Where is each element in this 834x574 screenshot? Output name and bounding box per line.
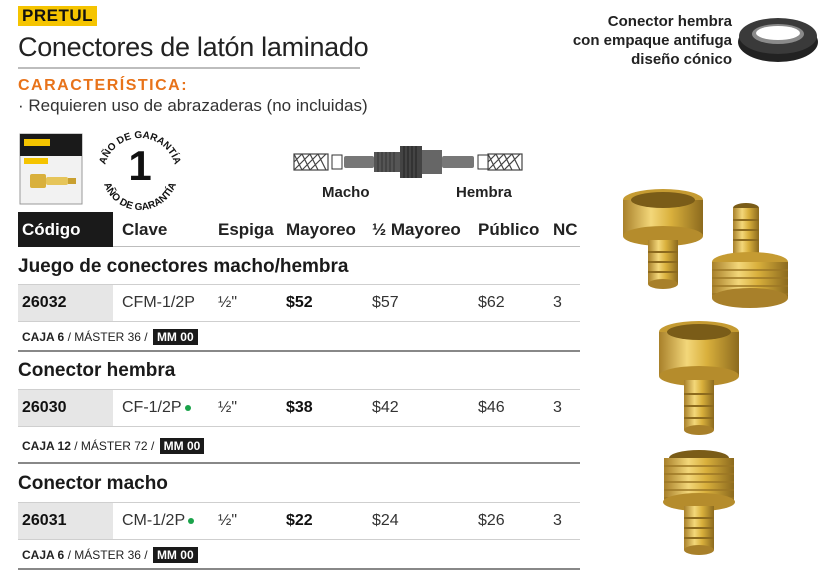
row-nc: 3 xyxy=(553,512,562,529)
pack-caja: CAJA 6 xyxy=(22,330,65,344)
row-code: 26032 xyxy=(18,285,113,321)
section-title: Conector macho xyxy=(18,473,168,494)
pack-master: / MÁSTER 36 / xyxy=(64,548,151,562)
characteristic-bullet: · Requieren uso de abrazaderas (no incluidas) xyxy=(18,96,368,115)
row-clave: CFM-1/2P xyxy=(122,294,195,311)
package-image xyxy=(18,130,86,208)
section-title: Juego de conectores macho/hembra xyxy=(18,256,349,277)
pack-mm: MM 00 xyxy=(153,329,198,345)
table-row xyxy=(18,284,580,322)
pack-caja: CAJA 12 xyxy=(22,439,71,453)
new-indicator-dot xyxy=(188,518,194,524)
table-header xyxy=(18,212,580,247)
row-nc: 3 xyxy=(553,294,562,311)
row-nc: 3 xyxy=(553,399,562,416)
row-espiga: ½" xyxy=(218,294,238,311)
warranty-number: 1 xyxy=(128,142,152,189)
male-connector-image-2 xyxy=(654,446,744,558)
row-medio-mayoreo: $24 xyxy=(372,512,399,529)
diagram-macho-label: Macho xyxy=(322,184,370,201)
pack-mm: MM 00 xyxy=(160,438,205,454)
title-divider xyxy=(18,67,360,69)
header-medio-mayoreo: ½ Mayoreo xyxy=(372,220,461,239)
row-publico: $26 xyxy=(478,512,505,529)
row-code: 26031 xyxy=(18,503,113,539)
header-clave: Clave xyxy=(122,220,168,239)
row-medio-mayoreo: $42 xyxy=(372,399,399,416)
row-espiga: ½" xyxy=(218,512,238,529)
row-medio-mayoreo: $57 xyxy=(372,294,399,311)
male-connector-image xyxy=(706,200,798,312)
packaging-info xyxy=(22,329,198,345)
gasket-note xyxy=(560,12,732,69)
warranty-arc-top: AÑO DE GARANTÍA xyxy=(97,129,183,166)
new-indicator-dot xyxy=(185,405,191,411)
characteristic-label: CARACTERÍSTICA: xyxy=(18,77,189,94)
row-clave-text: CF-1/2P xyxy=(122,399,182,416)
diagram-hembra-label: Hembra xyxy=(456,184,512,201)
row-code: 26030 xyxy=(18,390,113,426)
section-title: Conector hembra xyxy=(18,360,176,381)
gasket-note-line1: Conector hembra xyxy=(607,13,732,30)
table-row xyxy=(18,389,580,427)
warranty-arc-bottom: AÑO DE GARANTÍA xyxy=(101,180,179,214)
header-mayoreo: Mayoreo xyxy=(286,220,356,239)
row-clave xyxy=(122,503,194,539)
female-connector-image xyxy=(618,186,708,298)
pack-master: / MÁSTER 36 / xyxy=(64,330,151,344)
header-codigo: Código xyxy=(18,212,113,247)
female-connector-image-2 xyxy=(654,318,744,440)
row-publico: $62 xyxy=(478,294,505,311)
connection-diagram xyxy=(292,140,528,184)
packaging-info xyxy=(22,438,204,454)
table-row xyxy=(18,502,580,540)
row-espiga: ½" xyxy=(218,399,238,416)
section-divider xyxy=(18,568,580,570)
row-clave xyxy=(122,390,191,426)
section-divider xyxy=(18,462,580,464)
pack-caja: CAJA 6 xyxy=(22,548,65,562)
packaging-info xyxy=(22,547,198,563)
page-title: Conectores de latón laminado xyxy=(18,32,369,62)
header-nc: NC xyxy=(553,220,578,239)
brand-logo: PRETUL xyxy=(18,6,97,26)
header-publico: Público xyxy=(478,220,540,239)
row-publico: $46 xyxy=(478,399,505,416)
row-mayoreo: $22 xyxy=(286,512,313,529)
gasket-image xyxy=(736,10,820,66)
row-mayoreo: $38 xyxy=(286,399,313,416)
row-mayoreo: $52 xyxy=(286,294,313,311)
pack-master: / MÁSTER 72 / xyxy=(70,439,158,453)
pack-mm: MM 00 xyxy=(153,547,198,563)
gasket-note-line2: con empaque antifuga xyxy=(572,32,732,49)
gasket-note-line3: diseño cónico xyxy=(631,51,732,68)
row-clave-text: CM-1/2P xyxy=(122,512,186,529)
section-divider xyxy=(18,350,580,352)
header-espiga: Espiga xyxy=(218,220,274,239)
